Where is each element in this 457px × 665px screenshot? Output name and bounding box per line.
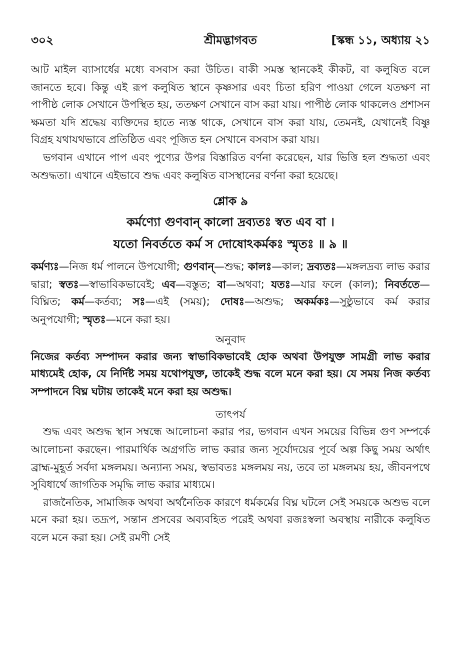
purport-paragraph-2: রাজনৈতিক, সামাজিক অথবা অর্থনৈতিক কারণে ধর্মকর্মের বিঘ্ন ঘটলে সেই সময়কে অশুভ বলে মনে করা হয়। তদ্রূপ, সন্তান প্রসবের অব্যবহিত পরেই অথবা রজঃস্বলা অবস্থায় নারীকে কলুষিত বলে মনে করা হয়। সেই রমণী সেই [31,496,430,544]
verse-heading: শ্লোক ৯ [212,194,249,209]
synonym-meaning: —অশুদ্ধ; [244,296,295,309]
translation-heading: অনুবাদ [215,333,246,346]
synonym-term: কালঃ [248,261,272,274]
synonym-meaning: —এই (সময়); [145,296,221,309]
purport-paragraph-1: শুদ্ধ এবং অশুদ্ধ স্থান সম্বন্ধে আলোচনা করার পর, ভগবান এখন সময়ের বিভিন্ন গুণ সম্পর্কে আলোচনা করছেন। পারমার্থিক অগ্রগতি লাভ করার জন্য সূর্যোদয়ের পূর্বে অল্প কিছু সময় অর্থাৎ ব্রাহ্ম-মুহূর্ত সর্বদা মঙ্গলময়। অন্যান্য সময়, স্বভাবতঃ মঙ্গলময় নয়, তবে তা মঙ্গলময় হয়, জীবনপথে সুবিধার্থে জাগতিক সমৃদ্ধি লাভ করার মাধ্যমে। [31,426,430,492]
intro-paragraph-2: ভগবান এখানে পাপ এবং পুণ্যের উপর বিস্তারিত বর্ণনা করেছেন, যার ভিত্তি হল শুদ্ধতা এবং অশুদ্ধতা। এখানে এইভাবে শুদ্ধ এবং কলুষিত বাসস্থানের বর্ণনা করা হয়েছে। [31,151,430,182]
synonym-meaning: —শুদ্ধ; [213,261,248,274]
synonym-term: নিবর্ততে [384,278,420,291]
synonym-term: দ্রব্যতঃ [307,261,337,274]
synonym-term: কর্মণ্যঃ [31,261,59,274]
synonym-term: গুণবান্‌ [183,261,214,274]
synonym-meaning: —অথবা; [225,278,272,291]
synonym-term: স্বতঃ [59,278,79,291]
synonym-term: কর্ম [71,296,85,309]
book-title: শ্রীমদ্ভাগবত [204,33,257,47]
synonym-term: অকর্মকঃ [294,296,330,309]
synonym-meaning: —সুষ্ঠুভাবে কর্ম করার অনুপযোগী; [31,296,430,326]
purport-heading: তাৎপর্য [215,409,246,422]
synonym-term: বা [217,278,226,291]
page-content [31,62,430,547]
synonym-meaning: —বস্তুত; [175,278,218,291]
synonym-term: সঃ [132,296,146,309]
synonym-meaning: —স্বাভাবিকভাবেই; [78,278,162,291]
synonym-meaning: —মনে করা হয়। [105,313,171,326]
synonym-meaning: —নিজ ধর্ম পালনে উপযোগী; [58,261,184,274]
synonym-meaning: —বিঘ্নিত; [31,278,430,309]
translation-text: নিজের কর্তব্য সম্পাদন করার জন্য স্বাভাবিকভাবেই হোক অথবা উপযুক্ত সামগ্রী লাভ করার মাধ্যমেই হোক, যে নির্দিষ্ট সময় যথোপযুক্ত, তাকেই শুদ্ধ বলে মনে করা হয়। যে সময় নিজ কর্তব্য সম্পাদনে বিঘ্ন ঘটায় তাকেই মনে করা হয় অশুদ্ধ। [31,350,431,398]
chapter-reference: [স্কন্ধ ১১, অধ্যায় ২১ [331,33,430,47]
synonym-term: এব [161,278,176,291]
synonym-meaning: —যার ফলে (কাল); [290,278,385,291]
verse-line-2: যতো নিবর্ততে কর্ম স দোষোঽকর্মকঃ স্মৃতঃ ॥ ৯ ॥ [113,237,348,252]
running-header [31,32,430,52]
synonym-meaning: —কাল; [271,261,308,274]
synonym-meaning: —কর্তব্য; [84,296,133,309]
verse-line-1: কর্মণ্যো গুণবান্‌ কালো দ্রব্যতঃ স্বত এব বা । [126,215,335,230]
synonyms-paragraph [31,259,430,329]
synonym-term: স্মৃতঃ [83,313,106,326]
synonym-term: যতঃ [271,278,291,291]
intro-paragraph-1: আট মাইল ব্যাসার্ধের মধ্যে বসবাস করা উচিত। বাকী সমস্ত স্থানকেই কীকট, বা কলুষিত বলে জানতে হবে। কিন্তু এই রূপ কলুষিত স্থানে কৃষ্ণসার এবং চিতা হরিণ পাওয়া গেলে যতক্ষণ না পাপীষ্ঠ লোক সেখানে উপস্থিত হয়, ততক্ষণ সেখানে বাস করা যায়। পাপীষ্ঠ লোক থাকলেও প্রশাসন ক্ষমতা যদি শ্রদ্ধেয় ব্যক্তিদের হাতে ন্যস্ত থাকে, সেখানে বাস করা যায়, তেমনই, যেখানেই বিষ্ণু বিগ্রহ যথাযথভাবে প্রতিষ্ঠিত এবং পূজিত হন সেখানে বসবাস করা যায়। [31,64,430,147]
synonym-meaning: —মঙ্গলদ্রব্য লাভ করার দ্বারা; [31,261,430,291]
synonym-term: দোষঃ [220,296,245,309]
page-number: ৩০২ [31,33,54,47]
